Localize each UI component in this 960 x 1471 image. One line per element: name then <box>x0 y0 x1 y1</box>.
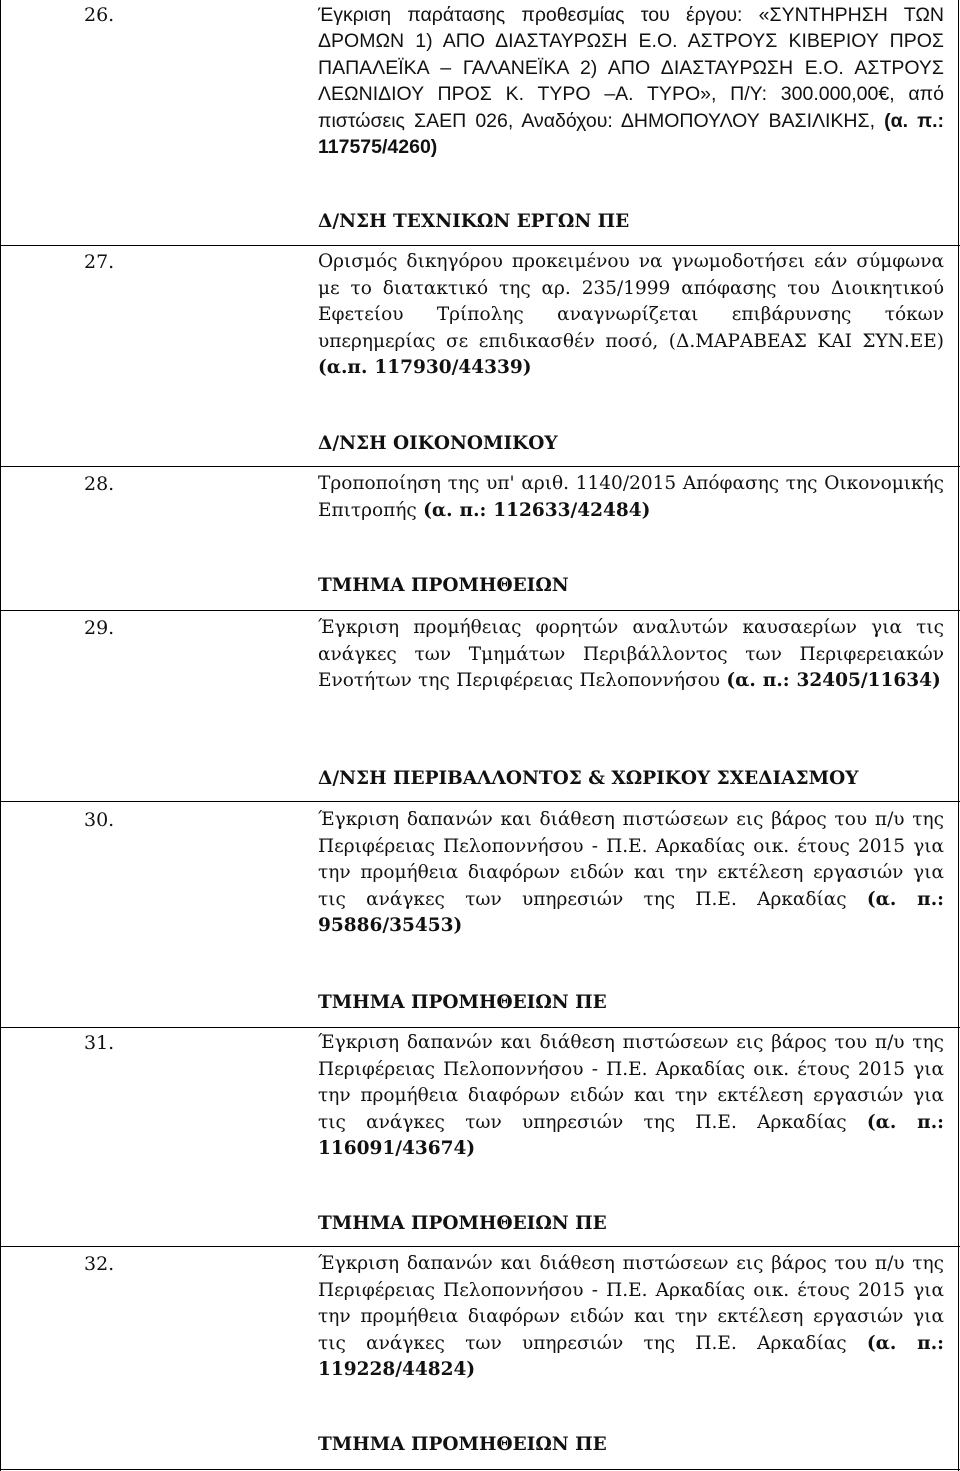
row-divider <box>0 466 960 467</box>
item-reference: (α. π.: 117575/4260) <box>318 109 944 159</box>
section-header: ΤΜΗΜΑ ΠΡΟΜΗΘΕΙΩΝ ΠΕ <box>318 1213 607 1234</box>
item-number: 32. <box>84 1253 115 1275</box>
row-divider <box>0 801 960 802</box>
section-header: ΤΜΗΜΑ ΠΡΟΜΗΘΕΙΩΝ <box>318 575 569 596</box>
item-number: 31. <box>84 1032 115 1054</box>
section-header: ΤΜΗΜΑ ΠΡΟΜΗΘΕΙΩΝ ΠΕ <box>318 1434 607 1455</box>
row-divider <box>0 1469 960 1470</box>
item-text: Έγκριση προμήθειας φορητών αναλυτών καυσαερίων για τις ανάγκες των Τμημάτων Περιβάλλοντος των Περιφερειακών Ενοτήτων της Περιφέρειας Πελοποννήσου <box>318 617 944 692</box>
item-number: 30. <box>84 809 115 831</box>
section-header: Δ/ΝΣΗ ΤΕΧΝΙΚΩΝ ΕΡΓΩΝ ΠΕ <box>318 211 630 232</box>
item-number: 28. <box>84 473 115 495</box>
item-reference: (α. π.: 32405/11634) <box>726 670 941 692</box>
item-description <box>318 615 944 695</box>
section-header: ΤΜΗΜΑ ΠΡΟΜΗΘΕΙΩΝ ΠΕ <box>318 992 607 1013</box>
item-number: 27. <box>84 251 115 273</box>
item-text: Έγκριση δαπανών και διάθεση πιστώσεων εις βάρος του π/υ της Περιφέρειας Πελοποννήσου - Π.Ε. Αρκαδίας οικ. έτους 2015 για την προμήθεια διαφόρων ειδών και την εκτέλεση εργασιών για τις ανάγκες των υπηρεσιών της Π.Ε. Αρκαδίας <box>318 1032 944 1133</box>
item-description <box>318 2 944 160</box>
row-divider <box>0 1027 960 1028</box>
item-description <box>318 249 944 382</box>
item-reference: (α. π.: 116091/43674) <box>318 1111 944 1160</box>
item-text: Ορισμός δικηγόρου προκειμένου να γνωμοδοτήσει εάν σύμφωνα με το διατακτικό της αρ. 235/1999 απόφασης του Διοικητικού Εφετείου Τρίπολης αναγνωρίζεται επιβάρυνσης τόκων υπερημερίας σε επιδικασθέν ποσό, (Δ.ΜΑΡΑΒΕΑΣ ΚΑΙ ΣΥΝ.ΕΕ) <box>318 251 944 352</box>
table-border-left <box>0 0 1 1471</box>
row-divider <box>0 1246 960 1247</box>
item-text: Έγκριση παράτασης προθεσμίας του έργου: «ΣΥΝΤΗΡΗΣΗ ΤΩΝ ΔΡΟΜΩΝ 1) ΑΠΟ ΔΙΑΣΤΑΥΡΩΣΗ Ε.Ο. ΑΣΤΡΟΥΣ ΚΙΒΕΡΙΟΥ ΠΡΟΣ ΠΑΠΑΛΕΪΚΑ – ΓΑΛΑΝΕΪΚΑ 2) ΑΠΟ ΔΙΑΣΤΑΥΡΩΣΗ Ε.Ο. ΑΣΤΡΟΥΣ ΛΕΩΝΙΔΙΟΥ ΠΡΟΣ Κ. ΤΥΡΟ –Α. ΤΥΡΟ», Π/Υ: 300.000,00€, από πιστώσεις ΣΑΕΠ 026, Αναδόχου: ΔΗΜΟΠΟΥΛΟΥ ΒΑΣΙΛΙΚΗΣ, <box>318 4 944 132</box>
item-description <box>318 1030 944 1163</box>
section-header: Δ/ΝΣΗ ΠΕΡΙΒΑΛΛΟΝΤΟΣ & ΧΩΡΙΚΟΥ ΣΧΕΔΙΑΣΜΟΥ <box>318 768 859 789</box>
section-header: Δ/ΝΣΗ ΟΙΚΟΝΟΜΙΚΟΥ <box>318 433 558 454</box>
item-reference: (α. π.: 95886/35453) <box>318 888 944 937</box>
item-text: Τροποποίηση της υπ' αριθ. 1140/2015 Απόφασης της Οικονομικής Επιτροπής <box>318 473 944 521</box>
item-reference: (α. π.: 119228/44824) <box>318 1332 944 1381</box>
table-border-right <box>958 0 959 1471</box>
item-reference: (α. π.: 112633/42484) <box>423 499 651 521</box>
item-description <box>318 1251 944 1384</box>
item-description <box>318 807 944 940</box>
item-text: Έγκριση δαπανών και διάθεση πιστώσεων εις βάρος του π/υ της Περιφέρειας Πελοποννήσου - Π.Ε. Αρκαδίας οικ. έτους 2015 για την προμήθεια διαφόρων ειδών και την εκτέλεση εργασιών για τις ανάγκες των υπηρεσιών της Π.Ε. Αρκαδίας <box>318 1253 944 1354</box>
item-reference: (α.π. 117930/44339) <box>318 357 532 379</box>
row-divider <box>0 245 960 246</box>
item-description <box>318 471 944 524</box>
item-text: Έγκριση δαπανών και διάθεση πιστώσεων εις βάρος του π/υ της Περιφέρειας Πελοποννήσου - Π.Ε. Αρκαδίας οικ. έτους 2015 για την προμήθεια διαφόρων ειδών και την εκτέλεση εργασιών για τις ανάγκες των υπηρεσιών της Π.Ε. Αρκαδίας <box>318 809 944 910</box>
item-number: 26. <box>84 4 115 26</box>
item-number: 29. <box>84 617 115 639</box>
row-divider <box>0 610 960 611</box>
